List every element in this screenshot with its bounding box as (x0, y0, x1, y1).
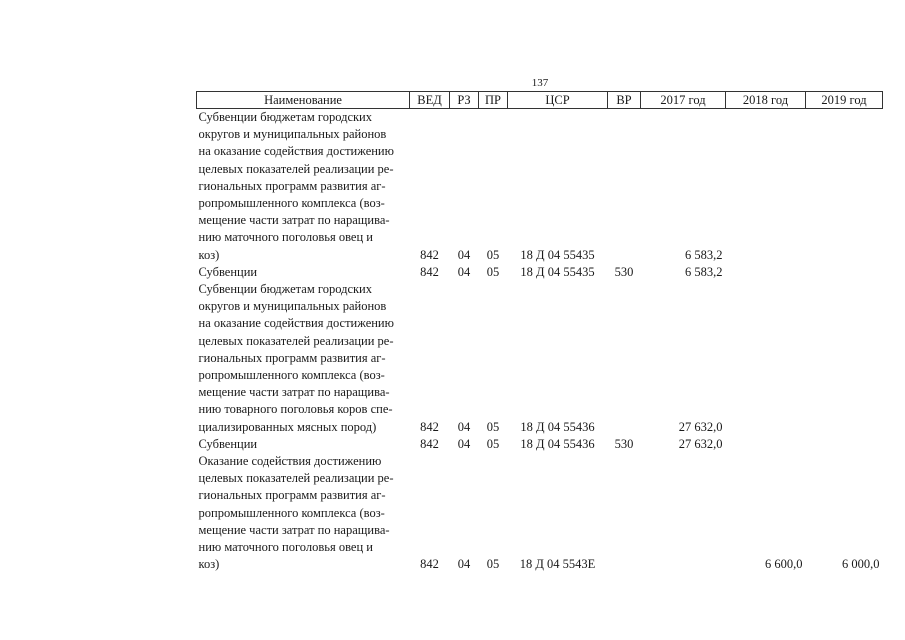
row-pr: 05 (486, 557, 500, 572)
header-rz: РЗ (450, 92, 479, 109)
row-rz: 04 (457, 264, 471, 279)
row-2017: 27 632,0 (678, 419, 723, 434)
row-rz: 04 (457, 557, 471, 572)
row-2019 (806, 264, 883, 281)
row-name-line: Субвенции (198, 264, 258, 279)
row-2018: 6 600,0 (765, 557, 803, 572)
row-vr (608, 109, 641, 264)
row-2019: 6 000,0 (842, 557, 880, 572)
row-name-line: нию товарного поголовья коров спе- (198, 402, 393, 417)
table-body (197, 109, 883, 574)
row-name-line: на оказание содействия достижению (198, 144, 394, 159)
row-vr: 530 (614, 264, 634, 279)
row-ved: 842 (420, 419, 439, 434)
row-vr: 530 (614, 436, 634, 451)
table-header (197, 92, 883, 109)
page-number: 137 (531, 77, 549, 89)
table-row (197, 436, 883, 453)
row-csr: 18 Д 04 55435 (520, 264, 595, 279)
table-row (197, 264, 883, 281)
row-rz: 04 (457, 436, 471, 451)
row-name-line: Субвенции бюджетам городских (198, 110, 372, 124)
row-vr (608, 281, 641, 436)
row-pr: 05 (486, 419, 500, 434)
table-row (197, 281, 883, 436)
row-name-line: гиональных программ развития аг- (198, 488, 386, 503)
row-2018 (726, 264, 806, 281)
row-name-line: циализированных мясных пород) (198, 419, 377, 434)
row-2017: 6 583,2 (685, 264, 723, 279)
row-name (197, 281, 410, 436)
row-name (197, 436, 410, 453)
row-name-line: мещение части затрат по наращива- (198, 385, 390, 400)
row-ved: 842 (420, 247, 439, 262)
row-2019 (806, 436, 883, 453)
row-csr: 18 Д 04 5543Е (519, 557, 596, 572)
row-csr: 18 Д 04 55435 (520, 247, 595, 262)
row-name (197, 264, 410, 281)
row-vr (608, 453, 641, 573)
row-2018 (726, 281, 806, 436)
row-name-line: ропромышленного комплекса (воз- (198, 505, 385, 520)
row-ved: 842 (420, 436, 439, 451)
header-csr: ЦСР (508, 92, 608, 109)
header-name: Наименование (197, 92, 410, 109)
row-name-line: Субвенции (198, 436, 258, 451)
row-name-line: мещение части затрат по наращива- (198, 213, 390, 228)
header-2017: 2017 год (641, 92, 726, 109)
row-rz: 04 (457, 419, 471, 434)
row-name-line: на оказание содействия достижению (198, 316, 394, 331)
row-csr: 18 Д 04 55436 (520, 419, 595, 434)
row-name-line: ропромышленного комплекса (воз- (198, 368, 385, 383)
row-rz: 04 (457, 247, 471, 262)
row-ved: 842 (420, 264, 439, 279)
row-name-line: гиональных программ развития аг- (198, 350, 386, 365)
row-name (197, 453, 410, 573)
row-name-line: мещение части затрат по наращива- (198, 522, 390, 537)
row-name-line: ропромышленного комплекса (воз- (198, 196, 385, 211)
table-row (197, 453, 883, 573)
row-name-line: целевых показателей реализации ре- (198, 471, 394, 486)
row-name-line: целевых показателей реализации ре- (198, 161, 394, 176)
table-row (197, 109, 883, 264)
row-2017: 27 632,0 (678, 436, 723, 451)
row-name-line: гиональных программ развития аг- (198, 178, 386, 193)
row-pr: 05 (486, 264, 500, 279)
row-name-line: Оказание содействия достижению (198, 454, 382, 469)
row-name-line: Субвенции бюджетам городских (198, 282, 372, 297)
row-2017 (641, 453, 726, 573)
header-ved: ВЕД (410, 92, 450, 109)
row-pr: 05 (486, 247, 500, 262)
row-2018 (726, 109, 806, 264)
row-name-line: нию маточного поголовья овец и (198, 230, 373, 245)
row-name-line: коз) (198, 247, 220, 262)
row-2018 (726, 436, 806, 453)
row-ved: 842 (420, 557, 439, 572)
row-name (197, 109, 410, 264)
row-csr: 18 Д 04 55436 (520, 436, 595, 451)
header-2019: 2019 год (806, 92, 883, 109)
header-2018: 2018 год (726, 92, 806, 109)
row-2019 (806, 281, 883, 436)
row-2019 (806, 109, 883, 264)
row-name-line: округов и муниципальных районов (198, 127, 387, 142)
row-name-line: округов и муниципальных районов (198, 299, 387, 314)
header-vr: ВР (608, 92, 641, 109)
row-2017: 6 583,2 (685, 247, 723, 262)
budget-table (196, 91, 883, 573)
row-name-line: целевых показателей реализации ре- (198, 333, 394, 348)
row-name-line: коз) (198, 557, 220, 572)
header-pr: ПР (479, 92, 508, 109)
row-pr: 05 (486, 436, 500, 451)
row-name-line: нию маточного поголовья овец и (198, 540, 373, 555)
